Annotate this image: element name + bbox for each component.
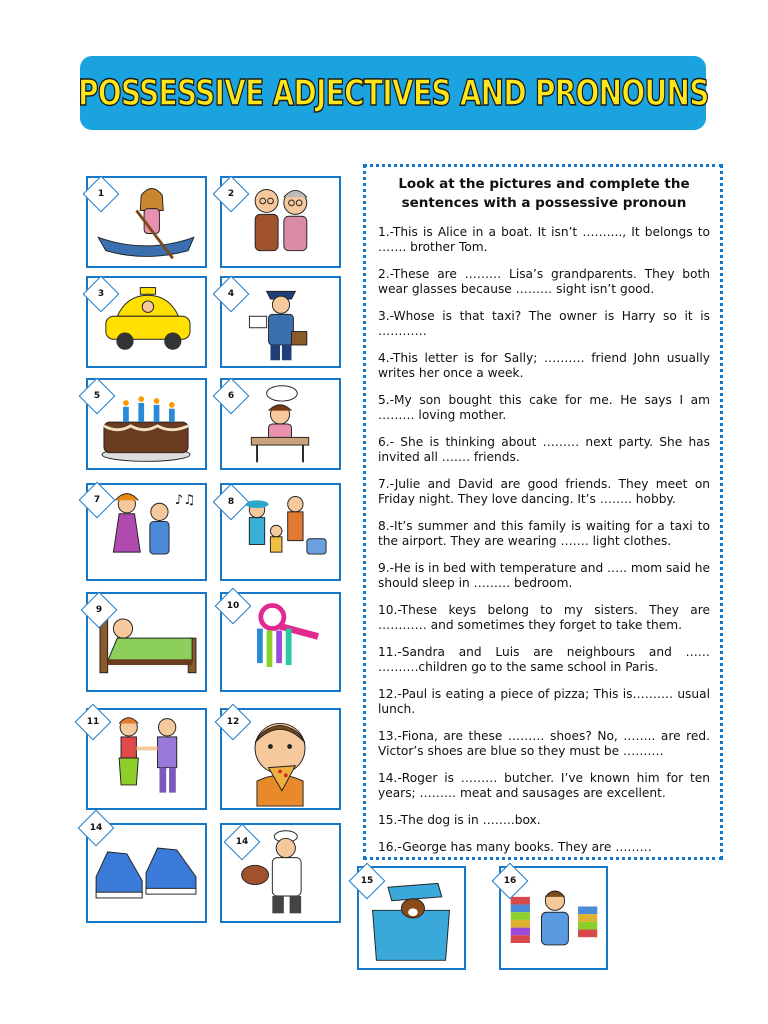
exercise-sentence-5: 5.-My son bought this cake for me. He says I am ……… loving mother. <box>378 393 710 422</box>
picture-number-badge: 10 <box>215 588 252 625</box>
picture-number-badge: 14 <box>78 810 115 847</box>
picture-number-badge: 7 <box>79 482 116 519</box>
picture-number-badge: 2 <box>213 176 250 213</box>
exercise-sentence-16: 16.-George has many books. They are ……… <box>378 840 652 854</box>
picture-number-badge: 11 <box>75 704 112 741</box>
exercise-sentence-15: 15.-The dog is in ……..box. <box>378 813 541 827</box>
picture-number-badge: 1 <box>83 176 120 213</box>
picture-number-badge: 5 <box>79 378 116 415</box>
picture-number-badge: 12 <box>215 704 252 741</box>
exercise-box <box>363 164 723 860</box>
picture-number-badge: 3 <box>83 276 120 313</box>
exercise-sentence-6: 6.- She is thinking about ……… next party. She has invited all ……. friends. <box>378 435 710 464</box>
title-banner <box>77 56 709 130</box>
exercise-sentence-2: 2.-These are ……… Lisa’s grandparents. They both wear glasses because ……… sight isn’t good. <box>378 267 710 296</box>
exercise-sentence-13: 13.-Fiona, are these ……… shoes? No, …….. are red. Victor’s shoes are blue so they must be ………. <box>378 729 710 758</box>
svg-text:♪♫: ♪♫ <box>174 493 196 509</box>
exercise-sentence-11: 11.-Sandra and Luis are neighbours and …… ……….children go to the same school in Paris. <box>378 645 710 674</box>
exercise-sentence-9: 9.-He is in bed with temperature and ….. mom said he should sleep in ……… bedroom. <box>378 561 710 590</box>
exercise-sentence-7: 7.-Julie and David are good friends. They meet on Friday night. They love dancing. It’s …….. hobby. <box>378 477 710 506</box>
picture-number-badge: 14 <box>224 824 261 861</box>
picture-number-badge: 8 <box>213 484 250 521</box>
picture-number-badge: 4 <box>213 276 250 313</box>
exercise-sentence-4: 4.-This letter is for Sally; ………. friend John usually writes her once a week. <box>378 351 710 380</box>
exercise-sentence-10: 10.-These keys belong to my sisters. They are ………… and sometimes they forget to take them. <box>378 603 710 632</box>
picture-number-badge: 15 <box>349 863 386 900</box>
exercise-sentence-8: 8.-It’s summer and this family is waiting for a taxi to the airport. They are wearing ……. light clothes. <box>378 519 710 548</box>
instructions: Look at the pictures and complete the sentences with a possessive pronoun <box>398 176 690 211</box>
exercise-sentence-14: 14.-Roger is ……… butcher. I’ve known him for ten years; ……… meat and sausages are excellent. <box>378 771 710 800</box>
picture-number-badge: 6 <box>213 378 250 415</box>
exercise-sentence-1: 1.-This is Alice in a boat. It isn’t ……...., It belongs to ……. brother Tom. <box>378 225 710 254</box>
page-title: POSSESSIVE ADJECTIVES AND PRONOUNS <box>77 72 709 114</box>
exercise-sentence-12: 12.-Paul is eating a piece of pizza; This is………. usual lunch. <box>378 687 710 716</box>
picture-number-badge: 16 <box>492 863 529 900</box>
picture-number-badge: 9 <box>81 592 118 629</box>
exercise-sentence-3: 3.-Whose is that taxi? The owner is Harry so it is ………… <box>378 309 710 338</box>
